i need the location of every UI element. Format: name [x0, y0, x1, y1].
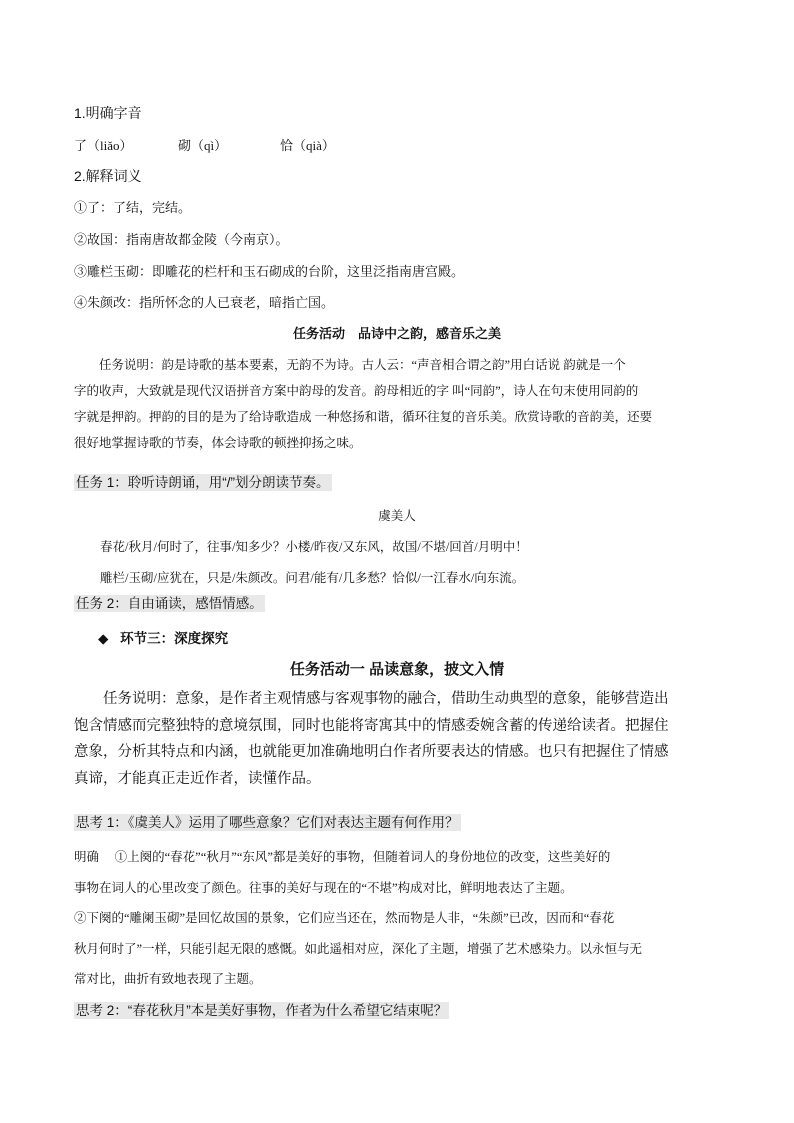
diamond-bullet-icon: ◆: [98, 631, 109, 646]
description-line: 真谛，才能真正走近作者，读懂作品。: [74, 770, 321, 787]
description-line: 很好地掌握诗歌的节奏，体会诗歌的顿挫抑扬之味。: [74, 436, 362, 450]
poem-line: 春花/秋月/何时了，往事/知多少？小楼/昨夜/又东风，故国/不堪/回首/月明中！: [100, 540, 528, 554]
answer-line: 明确 ①上阕的“春花”“秋月”“东风”都是美好的事物，但随着词人的身份地位的改变，这些美好的: [74, 850, 611, 864]
description-line: 任务说明：意象，是作者主观情感与客观事物的融合，借助生动典型的意象，能够营造出: [103, 691, 669, 707]
answer-block: [74, 842, 722, 995]
think-2-prompt: 思考 2：“春花秋月”本是美好事物，作者为什么希望它结束呢？: [76, 1003, 448, 1018]
task-1-prompt: 任务 1：聆听诗朗诵，用“/”划分朗读节奏。: [76, 475, 330, 490]
description-line: 饱含情感而完整独特的意境氛围，同时也能将寄寓其中的情感委婉含蓄的传递给读者。把握住: [74, 717, 669, 734]
activity-description: [74, 352, 722, 456]
pronunciation-item-2: 砌（qì）: [178, 138, 228, 153]
stage-heading: 环节三：深度探究: [120, 631, 229, 646]
task-2-prompt: 任务 2：自由诵读，感悟情感。: [76, 596, 263, 611]
activity-title: 任务活动 品诗中之韵，感音乐之美: [292, 326, 501, 341]
answer-line: 常对比，曲折有致地表现了主题。: [74, 972, 262, 986]
vocabulary-heading: 2.解释词义: [74, 168, 142, 184]
vocabulary-item: ②故国：指南唐故都金陵（今南京）。: [74, 232, 289, 247]
vocabulary-item: ④朱颜改：指所怀念的人已衰老，暗指亡国。: [74, 295, 335, 310]
poem-title: 虞美人: [378, 509, 416, 523]
answer-line: ②下阕的“雕阑玉砌”是回忆故国的景象，它们应当还在，然而物是人非，“朱颜”已改，因而和“春花: [74, 911, 615, 925]
think-1-prompt: 思考 1：《虞美人》运用了哪些意象？它们对表达主题有何作用？: [76, 815, 459, 830]
answer-line: 事物在词人的心里改变了颜色。往事的美好与现在的“不堪”构成对比，鲜明地表达了主题。: [74, 880, 573, 895]
vocabulary-item: ①了：了结，完结。: [74, 200, 192, 215]
description-line: 任务说明：韵是诗歌的基本要素，无韵不为诗。古人云：“声音相合谓之韵”用白话说 韵就是一个: [99, 358, 626, 372]
answer-line: 秋月何时了”一样，只能引起无限的感慨。如此遥相对应，深化了主题，增强了艺术感染力。以永恒与无: [74, 941, 643, 956]
vocabulary-item: ③雕栏玉砌：即雕花的栏杆和玉石砌成的台阶，这里泛指南唐宫殿。: [74, 264, 465, 279]
activity-title: 任务活动一 品读意象，披文入情: [289, 661, 505, 678]
poem-line: 雕栏/玉砌/应犹在，只是/朱颜改。问君/能有/几多愁？恰似/一江春水/向东流。: [100, 571, 525, 585]
activity-description: [74, 686, 722, 792]
pronunciation-item-3: 恰（qià）: [280, 138, 335, 153]
pronunciation-heading: 1.明确字音: [74, 105, 142, 121]
description-line: 字的收声，大致就是现代汉语拼音方案中韵母的发音。韵母相近的字 叫“同韵”，诗人在句末使用同韵的: [74, 384, 639, 398]
description-line: 意象，分析其特点和内涵，也就能更加准确地明白作者所要表达的情感。也只有把握住了情感: [74, 744, 669, 760]
description-line: 字就是押韵。押韵的目的是为了给诗歌造成 一种悠扬和谐，循环往复的音乐美。欣赏诗歌的音韵美，还要: [74, 410, 653, 424]
pronunciation-item-1: 了（liǎo）: [74, 138, 133, 153]
